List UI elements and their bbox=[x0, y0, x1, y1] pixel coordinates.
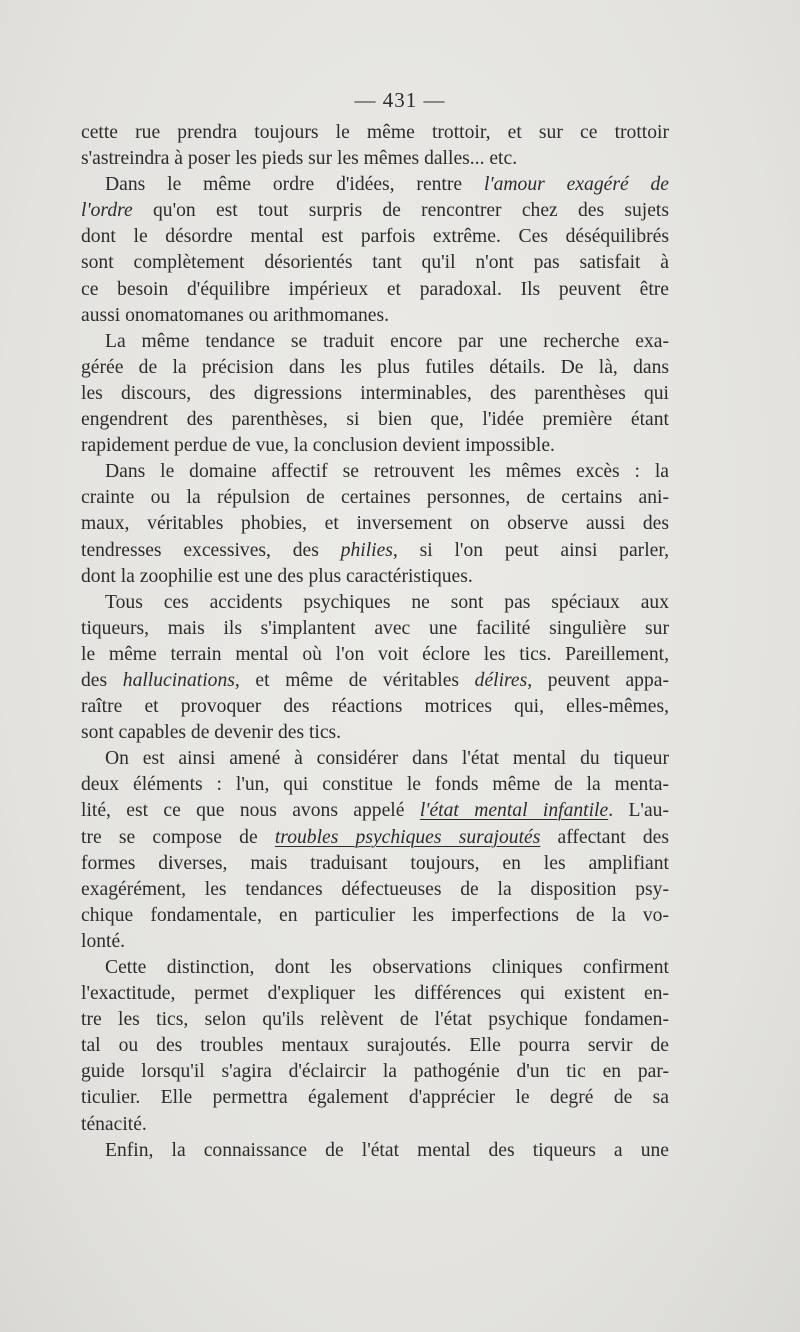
text-line bbox=[81, 224, 669, 250]
text-segment: formes diverses, mais traduisant toujours, en les amplifiant bbox=[81, 852, 669, 874]
text-segment: , et même de véritables bbox=[234, 669, 475, 691]
page-number: — 431 — bbox=[354, 88, 446, 112]
text-segment: crainte ou la répulsion de certaines personnes, de certains ani- bbox=[81, 487, 669, 509]
text-line bbox=[81, 1085, 669, 1111]
text-line bbox=[81, 250, 669, 276]
text-line bbox=[81, 355, 669, 381]
text-line bbox=[81, 955, 669, 981]
body-text bbox=[81, 120, 669, 1164]
text-line bbox=[81, 720, 669, 746]
text-line bbox=[81, 616, 669, 642]
text-segment: Cette distinction, dont les observations cliniques confirment bbox=[105, 957, 669, 978]
text-line bbox=[81, 277, 669, 303]
text-segment: tre se compose de bbox=[81, 826, 275, 848]
text-line bbox=[81, 198, 669, 224]
text-segment: cette rue prendra toujours le même trottoir, et sur ce trottoir bbox=[81, 122, 669, 143]
text-line bbox=[81, 642, 669, 668]
text-segment: s'astreindra à poser les pieds sur les mêmes dalles... etc. bbox=[81, 148, 518, 170]
text-line bbox=[81, 694, 669, 720]
text-segment: gérée de la précision dans les plus futiles détails. De là, dans bbox=[81, 356, 669, 378]
text-line bbox=[81, 1033, 669, 1059]
text-segment: rapidement perdue de vue, la conclusion devient impossible. bbox=[81, 435, 555, 457]
text-segment: affectant des bbox=[540, 826, 669, 848]
italic-text: troubles psychiques surajoutés bbox=[274, 826, 541, 848]
text-segment: , si l'on peut ainsi parler, bbox=[392, 539, 669, 561]
text-segment: tendresses excessives, des bbox=[81, 539, 341, 561]
text-segment: ticulier. Elle permettra également d'apprécier le degré de sa bbox=[81, 1087, 669, 1109]
text-segment: Enfin, la connaissance de l'état mental des tiqueurs a une bbox=[105, 1139, 669, 1161]
text-line bbox=[81, 172, 669, 198]
italic-text: hallucinations bbox=[122, 669, 235, 691]
text-line bbox=[81, 564, 669, 590]
text-segment: le même terrain mental où l'on voit éclore les tics. Pareillement, bbox=[81, 643, 669, 665]
text-segment: tiqueurs, mais ils s'implantent avec une facilité singulière sur bbox=[81, 617, 669, 639]
text-segment: tre les tics, selon qu'ils relèvent de l'état psychique fondamen- bbox=[81, 1009, 669, 1031]
text-segment: l'exactitude, permet d'expliquer les différences qui existent en- bbox=[81, 983, 669, 1005]
text-segment: sont capables de devenir des tics. bbox=[81, 722, 342, 744]
text-segment: des bbox=[81, 669, 123, 691]
text-segment: On est ainsi amené à considérer dans l'état mental du tiqueur bbox=[105, 748, 669, 770]
text-line bbox=[81, 1138, 669, 1164]
text-line bbox=[81, 511, 669, 537]
text-segment: engendrent des parenthèses, si bien que, l'idée première étant bbox=[81, 409, 669, 431]
text-line bbox=[81, 1059, 669, 1085]
text-segment: les discours, des digressions interminables, des parenthèses qui bbox=[81, 382, 669, 404]
text-segment: ténacité. bbox=[81, 1113, 147, 1135]
text-segment: ce besoin d'équilibre impérieux et paradoxal. Ils peuvent être bbox=[81, 278, 669, 300]
italic-text: philies bbox=[340, 539, 393, 561]
text-line bbox=[81, 746, 669, 772]
text-segment: deux éléments : l'un, qui constitue le fonds même de la menta- bbox=[81, 774, 669, 796]
text-segment: lonté. bbox=[81, 930, 126, 952]
text-segment: raître et provoquer des réactions motrices qui, elles-mêmes, bbox=[81, 696, 669, 718]
text-segment: dont le désordre mental est parfois extrême. Ces déséquilibrés bbox=[81, 226, 669, 248]
text-line bbox=[81, 407, 669, 433]
text-segment: sont complètement désorientés tant qu'il n'ont pas satisfait à bbox=[81, 252, 669, 274]
text-segment: Tous ces accidents psychiques ne sont pas spéciaux aux bbox=[105, 591, 669, 613]
text-line bbox=[81, 303, 669, 329]
text-segment: , peuvent appa- bbox=[527, 669, 669, 691]
text-segment: chique fondamentale, en particulier les imperfections de la vo- bbox=[81, 904, 669, 926]
text-line bbox=[81, 668, 669, 694]
text-line bbox=[81, 877, 669, 903]
italic-text: l'état mental infantile bbox=[419, 800, 609, 822]
text-line bbox=[81, 929, 669, 955]
text-line bbox=[81, 1112, 669, 1138]
text-line bbox=[81, 329, 669, 355]
text-line bbox=[81, 381, 669, 407]
text-line bbox=[81, 772, 669, 798]
text-line bbox=[81, 433, 669, 459]
text-segment: guide lorsqu'il s'agira d'éclaircir la pathogénie d'un tic en par- bbox=[81, 1061, 669, 1083]
text-segment: aussi onomatomanes ou arithmomanes. bbox=[81, 304, 389, 326]
text-segment: Dans le même ordre d'idées, rentre bbox=[105, 174, 484, 196]
text-line bbox=[81, 798, 669, 824]
text-segment: tal ou des troubles mentaux surajoutés. Elle pourra servir de bbox=[81, 1035, 669, 1057]
text-line bbox=[81, 120, 669, 146]
italic-text: l'amour exagéré de bbox=[483, 174, 669, 196]
text-line bbox=[81, 903, 669, 929]
text-line bbox=[81, 825, 669, 851]
text-line bbox=[81, 1007, 669, 1033]
text-line bbox=[81, 459, 669, 485]
text-segment: maux, véritables phobies, et inversement on observe aussi des bbox=[81, 513, 669, 535]
italic-text: l'ordre bbox=[81, 200, 133, 222]
text-line bbox=[81, 146, 669, 172]
text-segment: dont la zoophilie est une des plus caractéristiques. bbox=[81, 565, 473, 587]
text-segment: . L'au- bbox=[608, 800, 669, 822]
text-segment: lité, est ce que nous avons appelé bbox=[81, 800, 420, 822]
text-line bbox=[81, 590, 669, 616]
text-line bbox=[81, 981, 669, 1007]
text-segment: La même tendance se traduit encore par une recherche exa- bbox=[105, 330, 669, 352]
text-segment: exagérément, les tendances défectueuses de la disposition psy- bbox=[81, 878, 669, 900]
text-line bbox=[81, 851, 669, 877]
text-line bbox=[81, 538, 669, 564]
text-segment: Dans le domaine affectif se retrouvent les mêmes excès : la bbox=[105, 461, 669, 483]
text-segment: qu'on est tout surpris de rencontrer chez des sujets bbox=[132, 200, 669, 222]
italic-text: délires bbox=[474, 669, 528, 691]
text-line bbox=[81, 485, 669, 511]
